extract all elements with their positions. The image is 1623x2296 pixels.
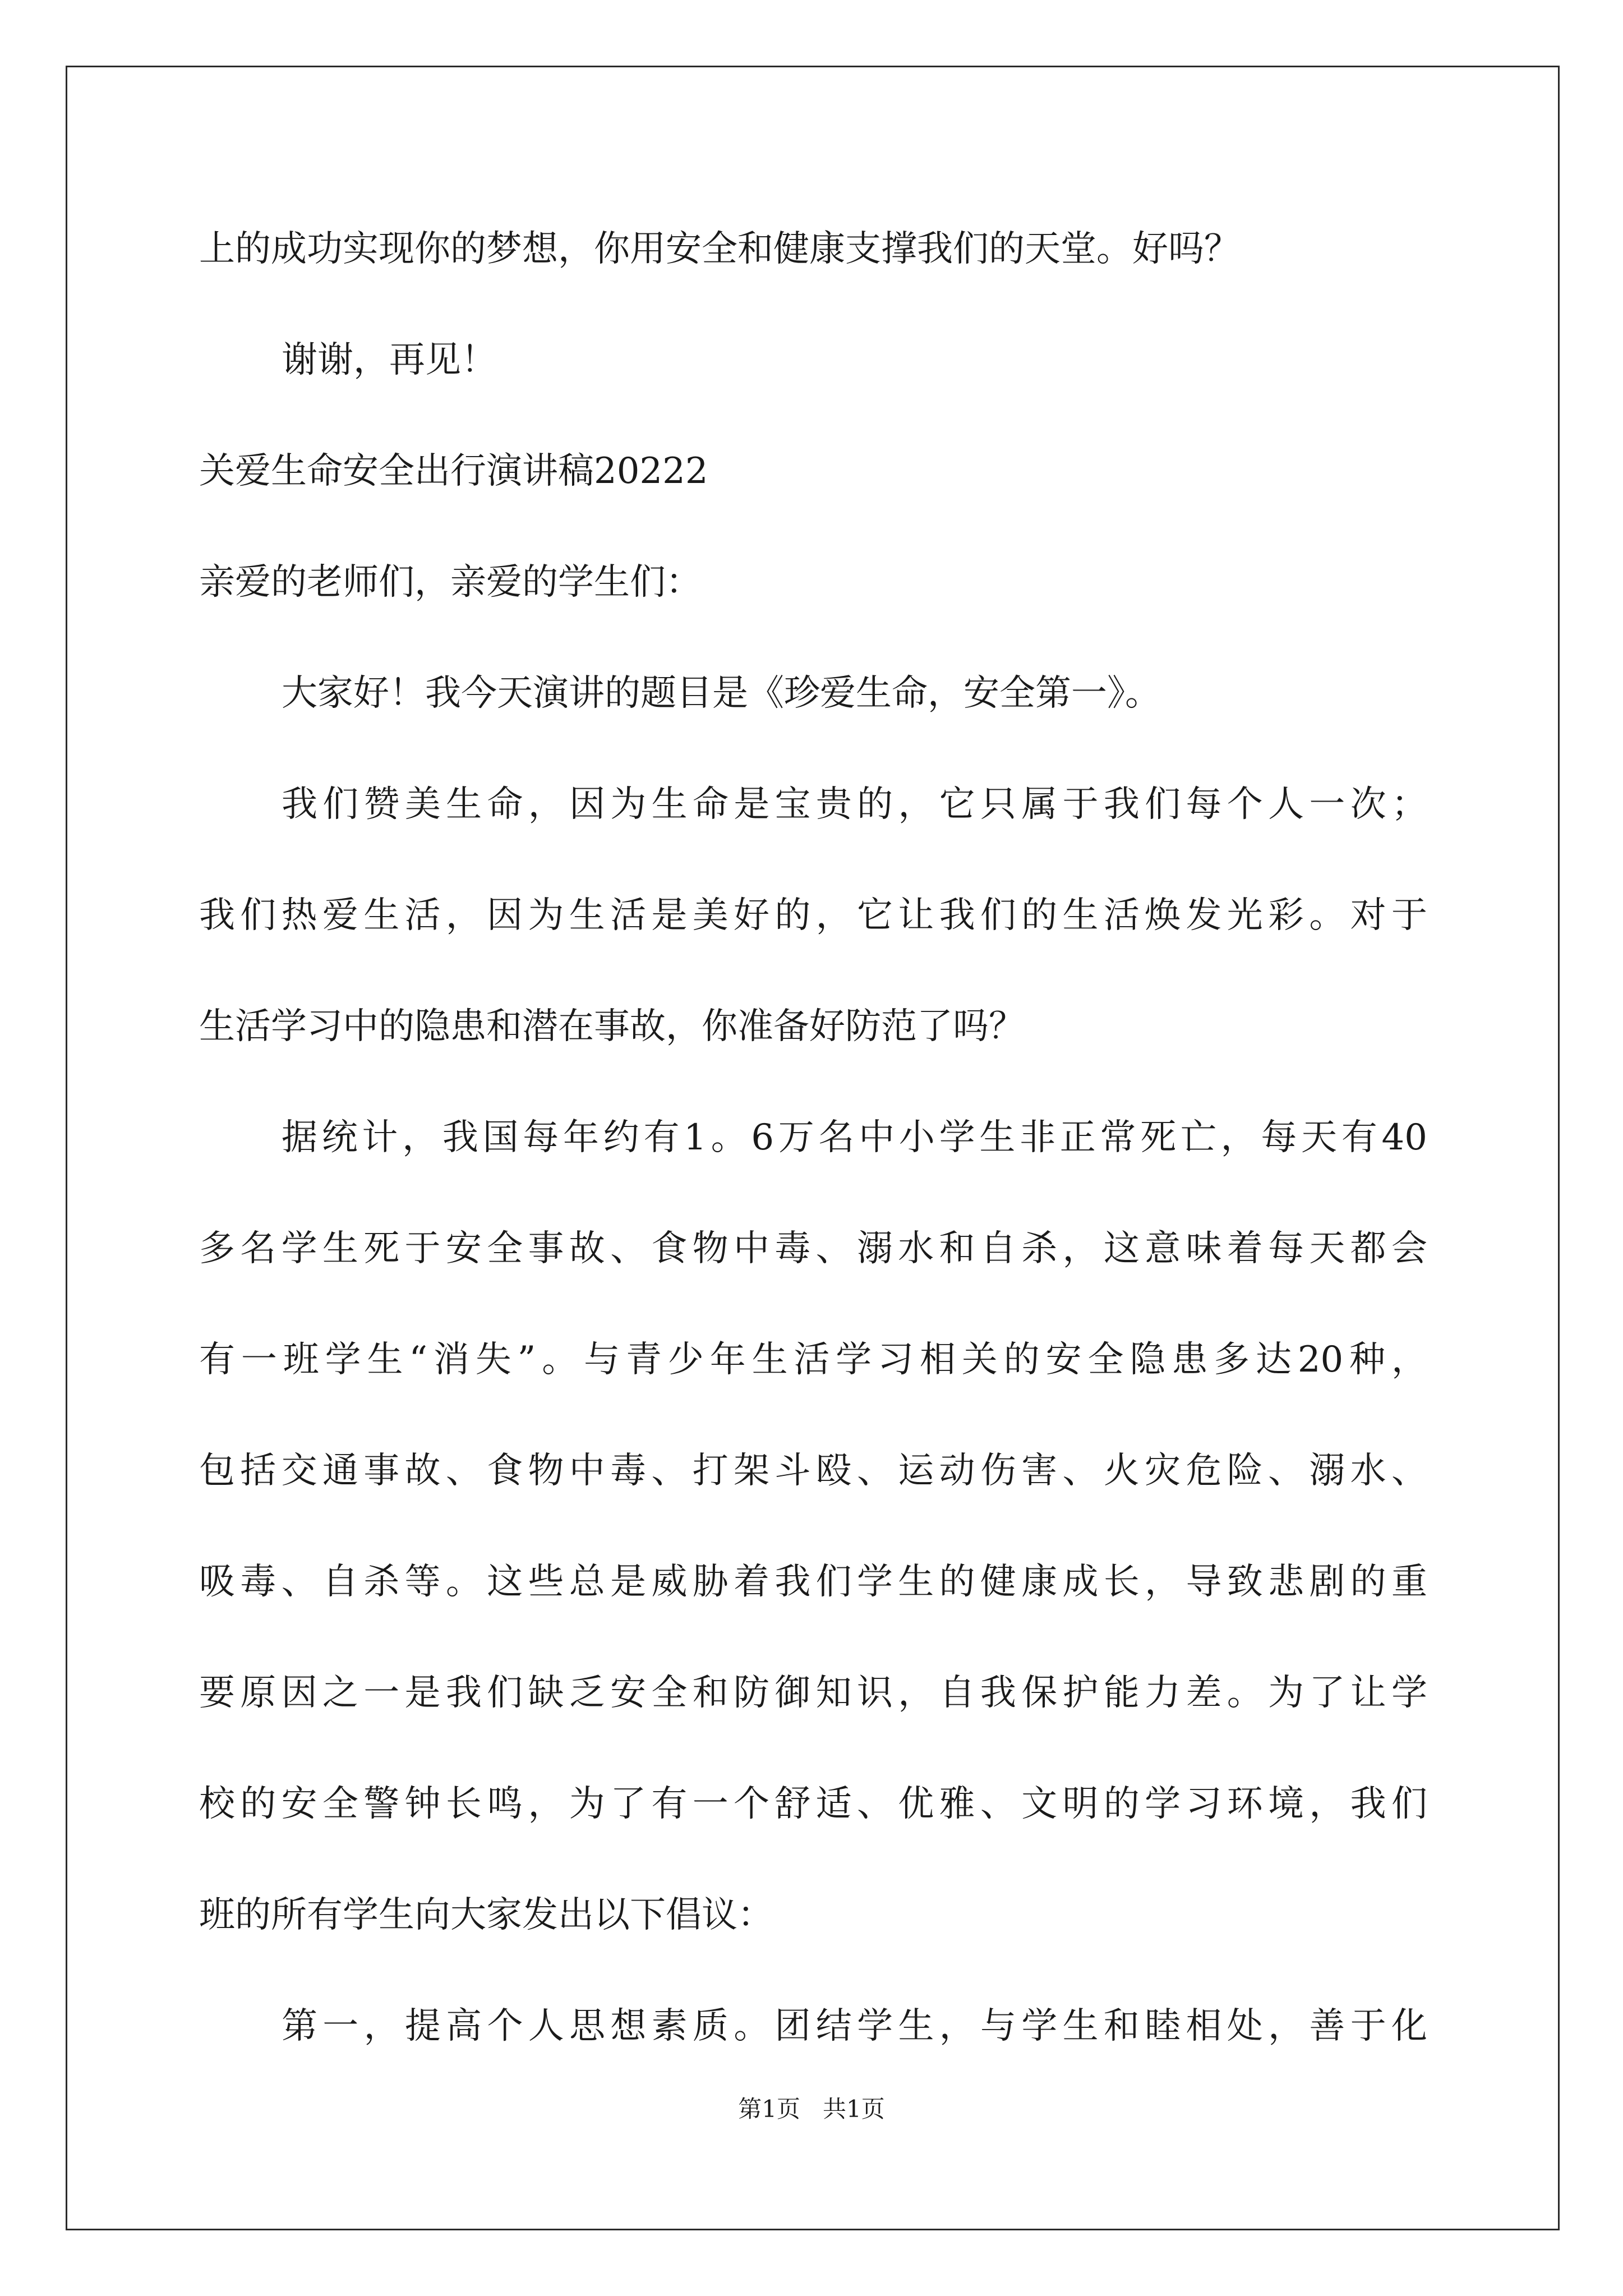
paragraph-line: 我们热爱生活，因为生活是美好的，它让我们的生活焕发光彩。对于 <box>199 895 1427 936</box>
page-footer: 第1页 共1页 <box>738 2095 885 2123</box>
paragraph-line: 班的所有学生向大家发出以下倡议： <box>199 1894 773 1936</box>
section-title: 关爱生命安全出行演讲稿20222 <box>199 450 708 492</box>
salutation: 亲爱的老师们，亲爱的学生们： <box>199 562 702 603</box>
paragraph-line: 多名学生死于安全事故、食物中毒、溺水和自杀，这意味着每天都会 <box>199 1228 1427 1269</box>
paragraph-line: 有一班学生“消失”。与青少年生活学习相关的安全隐患多达20种， <box>199 1339 1427 1381</box>
paragraph-line: 生活学习中的隐患和潜在事故，你准备好防范了吗？ <box>199 1006 1025 1047</box>
paragraph-line: 吸毒、自杀等。这些总是威胁着我们学生的健康成长，导致悲剧的重 <box>199 1561 1427 1603</box>
paragraph-line: 我们赞美生命，因为生命是宝贵的，它只属于我们每个人一次； <box>282 784 1427 825</box>
paragraph-line: 上的成功实现你的梦想，你用安全和健康支撑我们的天堂。好吗？ <box>199 228 1240 270</box>
paragraph-line: 第一，提高个人思想素质。团结学生，与学生和睦相处，善于化 <box>282 2005 1427 2047</box>
paragraph-line: 包括交通事故、食物中毒、打架斗殴、运动伤害、火灾危险、溺水、 <box>199 1450 1427 1492</box>
paragraph-line: 大家好！我今天演讲的题目是《珍爱生命，安全第一》。 <box>282 673 1161 714</box>
paragraph-line: 要原因之一是我们缺乏安全和防御知识，自我保护能力差。为了让学 <box>199 1672 1427 1714</box>
paragraph-line: 据统计，我国每年约有1。6万名中小学生非正常死亡，每天有40 <box>282 1117 1427 1158</box>
paragraph-line: 校的安全警钟长鸣，为了有一个舒适、优雅、文明的学习环境，我们 <box>199 1783 1427 1825</box>
paragraph-line: 谢谢，再见！ <box>282 339 497 381</box>
